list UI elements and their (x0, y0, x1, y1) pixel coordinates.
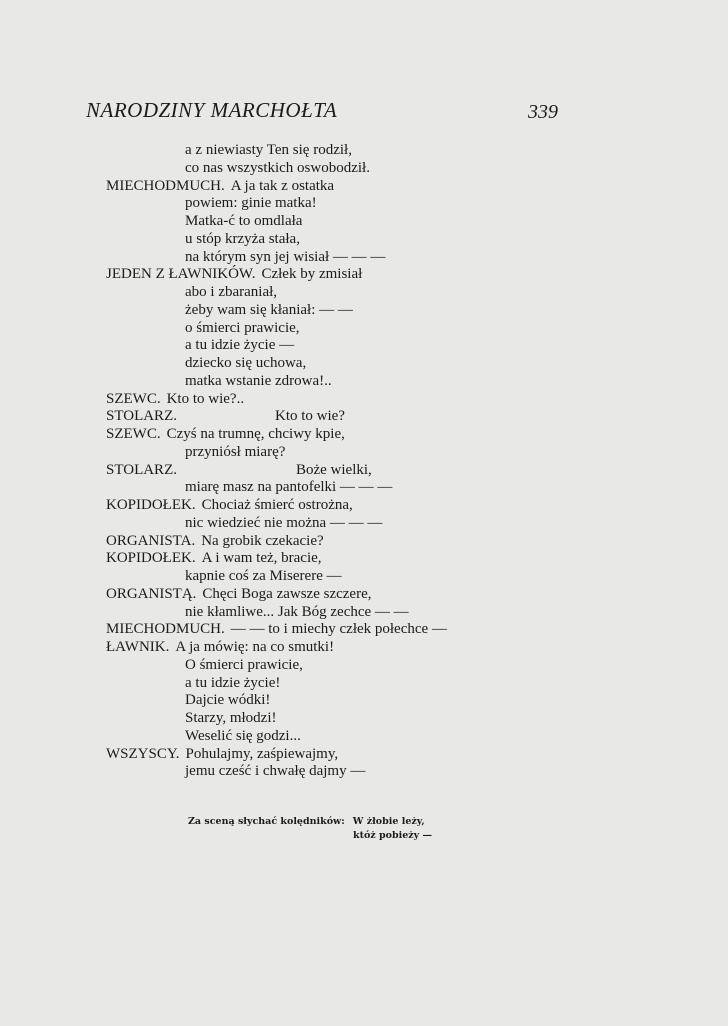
verse-line (106, 657, 526, 675)
line-text: A i wam też, bracie, (201, 550, 322, 567)
line-text: co nas wszystkich oswobodził. (185, 159, 370, 176)
line-text: żeby wam się kłaniał: — — (185, 301, 353, 318)
speaker-name: MIECHODMUCH. (106, 177, 225, 194)
verse-line (106, 710, 526, 728)
verse-line (106, 160, 526, 178)
speaker-line (106, 462, 526, 480)
speaker-line (106, 586, 526, 604)
line-text: kapnie coś za Miserere — (185, 568, 342, 584)
line-text: Kto to wie? (274, 408, 345, 425)
stage-direction (188, 815, 432, 843)
verse-line (106, 373, 526, 391)
verse-line (106, 692, 526, 710)
line-text: Pohulajmy, zaśpiewajmy, (185, 745, 339, 762)
verse-line (106, 728, 526, 746)
speaker-name: ŁAWNIK. (106, 639, 170, 655)
verse-line (106, 604, 526, 622)
verse-line (106, 302, 526, 320)
speaker-line (106, 533, 526, 551)
line-text: jemu cześć i chwałę dajmy — (185, 763, 366, 780)
verse-line (106, 320, 526, 338)
speaker-line (106, 426, 526, 444)
verse-line (106, 568, 526, 586)
line-text: Na grobik czekacie? (201, 532, 324, 549)
verse-line (106, 479, 526, 497)
line-text: miarę masz na pantofelki — — — (185, 479, 393, 496)
speaker-name: MIECHODMUCH. (106, 621, 225, 638)
verse-line (106, 231, 526, 249)
line-text: Matka-ć to omdlała (185, 213, 303, 229)
verse-line (106, 515, 526, 533)
speaker-line (106, 408, 526, 426)
verse-line (106, 213, 526, 231)
line-text: matka wstanie zdrowa!.. (185, 372, 332, 389)
line-text: a tu idzie życie! (185, 674, 281, 691)
verse-line (106, 763, 526, 781)
speaker-line (106, 639, 526, 657)
line-text: Chociaż śmierć ostrożna, (201, 497, 353, 513)
verse-dialogue (106, 142, 526, 781)
line-text: nic wiedzieć nie można — — — (185, 514, 383, 531)
line-text: a tu idzie życie — (185, 337, 295, 354)
speaker-line (106, 550, 526, 568)
speaker-name: KOPIDOŁEK. (106, 550, 196, 567)
speaker-name: JEDEN Z ŁAWNIKÓW. (106, 266, 256, 283)
line-text: Weselić się godzi... (185, 727, 301, 744)
line-text: A ja tak z ostatka (230, 177, 335, 194)
line-text: Boże wielki, (295, 461, 372, 478)
line-text: a z niewiasty Ten się rodził, (185, 142, 352, 158)
line-text: dziecko się uchowa, (185, 355, 307, 371)
speaker-line (106, 266, 526, 284)
line-text: na którym syn jej wisiał — — — (185, 248, 386, 265)
speaker-name: WSZYSCY. (106, 745, 180, 762)
speaker-name: KOPIDOŁEK. (106, 497, 196, 513)
verse-line (106, 337, 526, 355)
line-text: Dajcie wódki! (185, 692, 271, 709)
speaker-name: STOLARZ. (106, 408, 177, 425)
line-text: powiem: ginie matka! (185, 195, 317, 212)
carol-line-2: któż pobieży — (353, 830, 433, 841)
line-text: przyniósł miarę? (185, 443, 286, 460)
line-text: O śmierci prawicie, (185, 656, 303, 673)
speaker-line (106, 746, 526, 764)
verse-line (106, 355, 526, 373)
verse-line (106, 249, 526, 267)
verse-line (106, 142, 526, 160)
verse-line (106, 444, 526, 462)
speaker-name: SZEWC. (106, 426, 161, 442)
line-text: nie kłamliwe... Jak Bóg zechce — — (185, 603, 409, 620)
line-text: Starzy, młodzi! (185, 710, 277, 726)
speaker-name: STOLARZ. (106, 461, 177, 478)
carol-line-1: W żłobie leży, (352, 816, 425, 827)
line-text: Kto to wie?.. (166, 390, 245, 407)
stage-direction-text: Za sceną słychać kolędników: (188, 816, 345, 827)
line-text: u stóp krzyża stała, (185, 230, 300, 247)
verse-line (106, 284, 526, 302)
speaker-line (106, 621, 526, 639)
line-text: Człek by zmisiał (261, 266, 363, 283)
speaker-line (106, 178, 526, 196)
speaker-name: SZEWC. (106, 390, 161, 407)
speaker-line (106, 497, 526, 515)
speaker-line (106, 391, 526, 409)
line-text: o śmierci prawicie, (185, 319, 300, 336)
verse-line (106, 195, 526, 213)
speaker-name: ORGANISTĄ. (106, 585, 197, 602)
line-text: Czyś na trumnę, chciwy kpie, (166, 426, 345, 442)
page-number: 339 (528, 101, 558, 123)
running-header-title: NARODZINY MARCHOŁTA (86, 98, 338, 122)
line-text: Chęci Boga zawsze szczere, (202, 585, 372, 602)
speaker-name: ORGANISTA. (106, 532, 196, 549)
verse-line (106, 675, 526, 693)
line-text: — — to i miechy człek połechce — (230, 621, 447, 638)
line-text: abo i zbaraniał, (185, 284, 278, 300)
line-text: A ja mówię: na co smutki! (175, 639, 335, 655)
